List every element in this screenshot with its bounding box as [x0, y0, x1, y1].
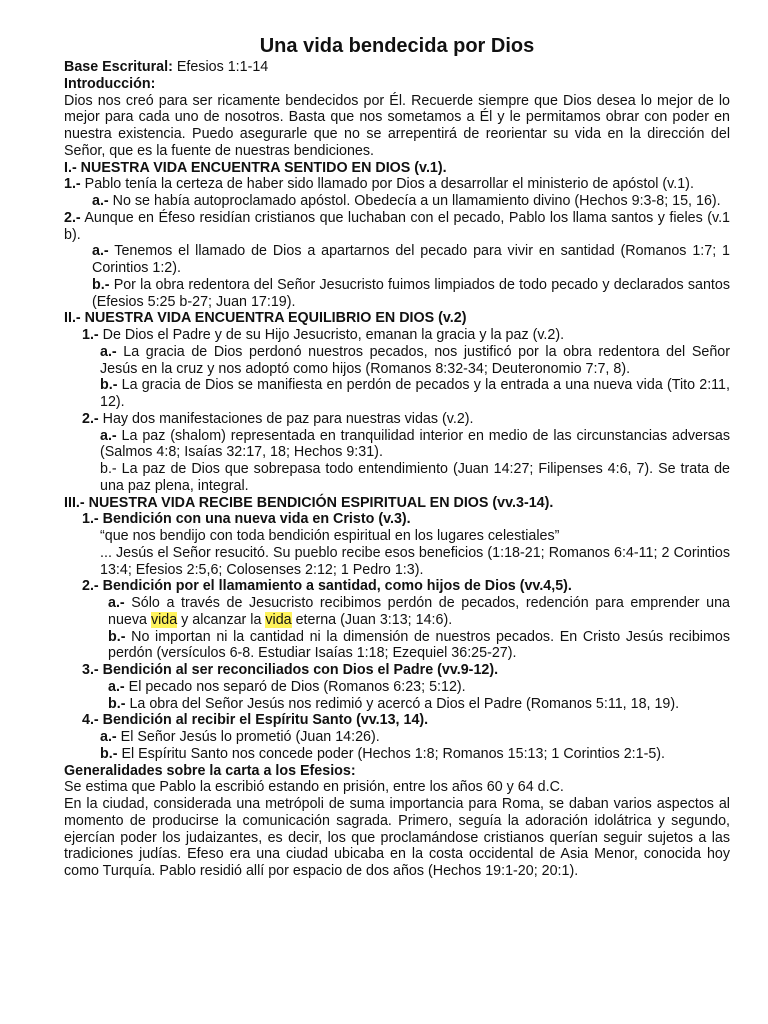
point-marker: a.-: [100, 729, 117, 745]
general-heading: Generalidades sobre la carta a los Efesios:: [64, 762, 356, 779]
point-text: Hay dos manifestaciones de paz para nuestras vidas (v.2).: [98, 410, 474, 427]
point-marker: b.-: [100, 377, 118, 394]
point-text: De Dios el Padre y de su Hijo Jesucristo, emanan la gracia y la paz (v.2).: [98, 327, 565, 343]
section-3-point-2-heading: 2.- Bendición por el llamamiento a santidad, como hijos de Dios (vv.4,5).: [82, 578, 572, 595]
section-2-point-1b: [64, 377, 730, 411]
base-scripture-label: Base Escritural:: [64, 59, 173, 75]
section-2-heading: II.- NUESTRA VIDA ENCUENTRA EQUILIBRIO EN DIOS (v.2): [64, 310, 467, 327]
point-marker: 1.-: [82, 327, 99, 343]
section-3-point-4a: [64, 729, 730, 746]
section-3-point-3b: [64, 696, 730, 713]
section-2-point-2a: [64, 428, 730, 462]
section-1-point-2: [64, 210, 730, 244]
general-paragraph-2: En la ciudad, considerada una metrópoli de suma importancia para Roma, se daban varios aspectos al momento de producirse la comunicación sagrada. Primero, seguía la adoración idolátrica y segundo, ejercían poder los judaizantes, es decir, los que proclamándose cristianos querían seguir sujetos a las tradiciones judías. Efeso era una ciudad ubicaba en la costa occidental de Asia Menor, conocida hoy como Turquía. Pablo residió allí por espacio de dos años (Hechos 19:1-20; 20:1).: [64, 796, 730, 879]
point-marker: b.-: [92, 276, 110, 293]
point-marker: b.-: [108, 628, 126, 645]
document-title: Una vida bendecida por Dios: [259, 35, 535, 57]
section-1-point-1: [64, 176, 730, 193]
section-3-point-4-heading: 4.- Bendición al recibir el Espíritu Santo (vv.13, 14).: [82, 712, 429, 729]
point-marker: a.-: [100, 343, 117, 360]
section-3-point-1-quote: “que nos bendijo con toda bendición espiritual en los lugares celestiales”: [100, 528, 560, 544]
section-2-point-2: [64, 411, 730, 428]
section-3-point-2b: [64, 629, 730, 663]
point-text: Sólo a través de Jesucristo recibimos perdón de pecados, redención para emprender una nueva: [108, 595, 730, 628]
section-1-point-2a: [64, 243, 730, 277]
point-text: Aunque en Éfeso residían cristianos que luchaban con el pecado, Pablo los llama santos y fieles (v.1 b).: [64, 209, 730, 243]
section-2-point-2b: b.- La paz de Dios que sobrepasa todo entendimiento (Juan 14:27; Filipenses 4:6, 7). Se trata de una paz plena, integral.: [100, 461, 730, 494]
section-1-heading: I.- NUESTRA VIDA ENCUENTRA SENTIDO EN DIOS (v.1).: [64, 159, 447, 176]
point-marker: a.-: [92, 243, 109, 260]
point-marker: b.-: [100, 745, 118, 762]
point-marker: 1.-: [64, 176, 81, 193]
point-text: y alcanzar la: [177, 611, 266, 628]
section-3-heading: III.- NUESTRA VIDA RECIBE BENDICIÓN ESPIRITUAL EN DIOS (vv.3-14).: [64, 494, 554, 511]
point-text: Por la obra redentora del Señor Jesucristo fuimos limpiados de todo pecado y declarados santos (Efesios 5:25 b-27; Juan 17:19).: [92, 276, 730, 310]
point-text: La obra del Señor Jesús nos redimió y acercó a Dios el Padre (Romanos 5:11, 18, 19).: [125, 695, 680, 712]
point-text: La paz (shalom) representada en tranquilidad interior en medio de las circunstancias adversas (Salmos 4:8; Isaías 32:17, 18; Hechos 9:31).: [100, 427, 730, 461]
highlighted-word: vida: [265, 611, 292, 628]
section-3-point-2a: [64, 595, 730, 629]
section-3-point-1-heading: 1.- Bendición con una nueva vida en Cristo (v.3).: [82, 511, 411, 528]
point-text: El pecado nos separó de Dios (Romanos 6:23; 5:12).: [124, 678, 466, 695]
point-text: eterna (Juan 3:13; 14:6).: [291, 611, 453, 628]
section-2-point-1a: [64, 344, 730, 378]
base-scripture: [64, 59, 730, 76]
section-2-point-1: [64, 327, 730, 344]
point-marker: a.-: [108, 678, 125, 695]
point-marker: b.-: [108, 695, 126, 712]
point-marker: 2.-: [64, 209, 81, 226]
point-marker: a.-: [92, 193, 109, 209]
general-paragraph-1: Se estima que Pablo la escribió estando en prisión, entre los años 60 y 64 d.C.: [64, 779, 564, 796]
base-scripture-value: Efesios 1:1-14: [172, 59, 269, 75]
point-text: El Espíritu Santo nos concede poder (Hechos 1:8; Romanos 15:13; 1 Corintios 2:1-5).: [117, 745, 666, 762]
point-text: El Señor Jesús lo prometió (Juan 14:26).: [116, 729, 380, 745]
highlighted-word: vida: [150, 611, 178, 628]
point-text: No importan ni la cantidad ni la dimensión de nuestros pecados. En Cristo Jesús recibimos perdón (versículos 6-8. Estudiar Isaías 1:18; Ezequiel 36:25-27).: [108, 628, 730, 662]
point-marker: 2.-: [82, 410, 99, 427]
section-3-point-3a: [64, 679, 730, 696]
section-1-point-2b: [64, 277, 730, 311]
point-text: La gracia de Dios se manifiesta en perdón de pecados y la entrada a una nueva vida (Tito 2:11, 12).: [100, 377, 730, 410]
point-text: La gracia de Dios perdonó nuestros pecados, nos justificó por la obra redentora del Señor Jesús en la cruz y nos adoptó como hijos (Romanos 8:32-34; Deuteronomio 7:7, 8).: [100, 343, 730, 377]
section-3-point-3-heading: 3.- Bendición al ser reconciliados con Dios el Padre (vv.9-12).: [82, 662, 499, 678]
point-text: No se había autoproclamado apóstol. Obedecía a un llamamiento divino (Hechos 9:3-8; 15, 16).: [108, 193, 721, 209]
intro-label: Introducción:: [64, 75, 156, 92]
intro-text: Dios nos creó para ser ricamente bendecidos por Él. Recuerde siempre que Dios desea lo mejor de lo mejor para cada uno de nosotros. Basta que nos sometamos a Él y le permitamos obrar con poder en nuestra existencia. Puedo asegurarle que no se arrepentirá de reorientar su vida en la dirección del Señor, que es la fuente de nuestras bendiciones.: [64, 92, 730, 159]
section-3-point-4b: [64, 746, 730, 763]
point-marker: a.-: [100, 427, 117, 444]
point-text: Pablo tenía la certeza de haber sido llamado por Dios a desarrollar el ministerio de apóstol (v.1).: [80, 176, 694, 193]
point-text: Tenemos el llamado de Dios a apartarnos del pecado para vivir en santidad (Romanos 1:7; 1 Corintios 1:2).: [92, 243, 730, 276]
section-1-point-1a: [64, 193, 730, 210]
point-marker: a.-: [108, 595, 125, 611]
section-3-point-1-text: ... Jesús el Señor resucitó. Su pueblo recibe esos beneficios (1:18-21; Romanos 6:4-11; 2 Corintios 13:4; Efesios 2:5,6; Colosenses 2:12; 1 Pedro 1:3).: [100, 544, 730, 578]
